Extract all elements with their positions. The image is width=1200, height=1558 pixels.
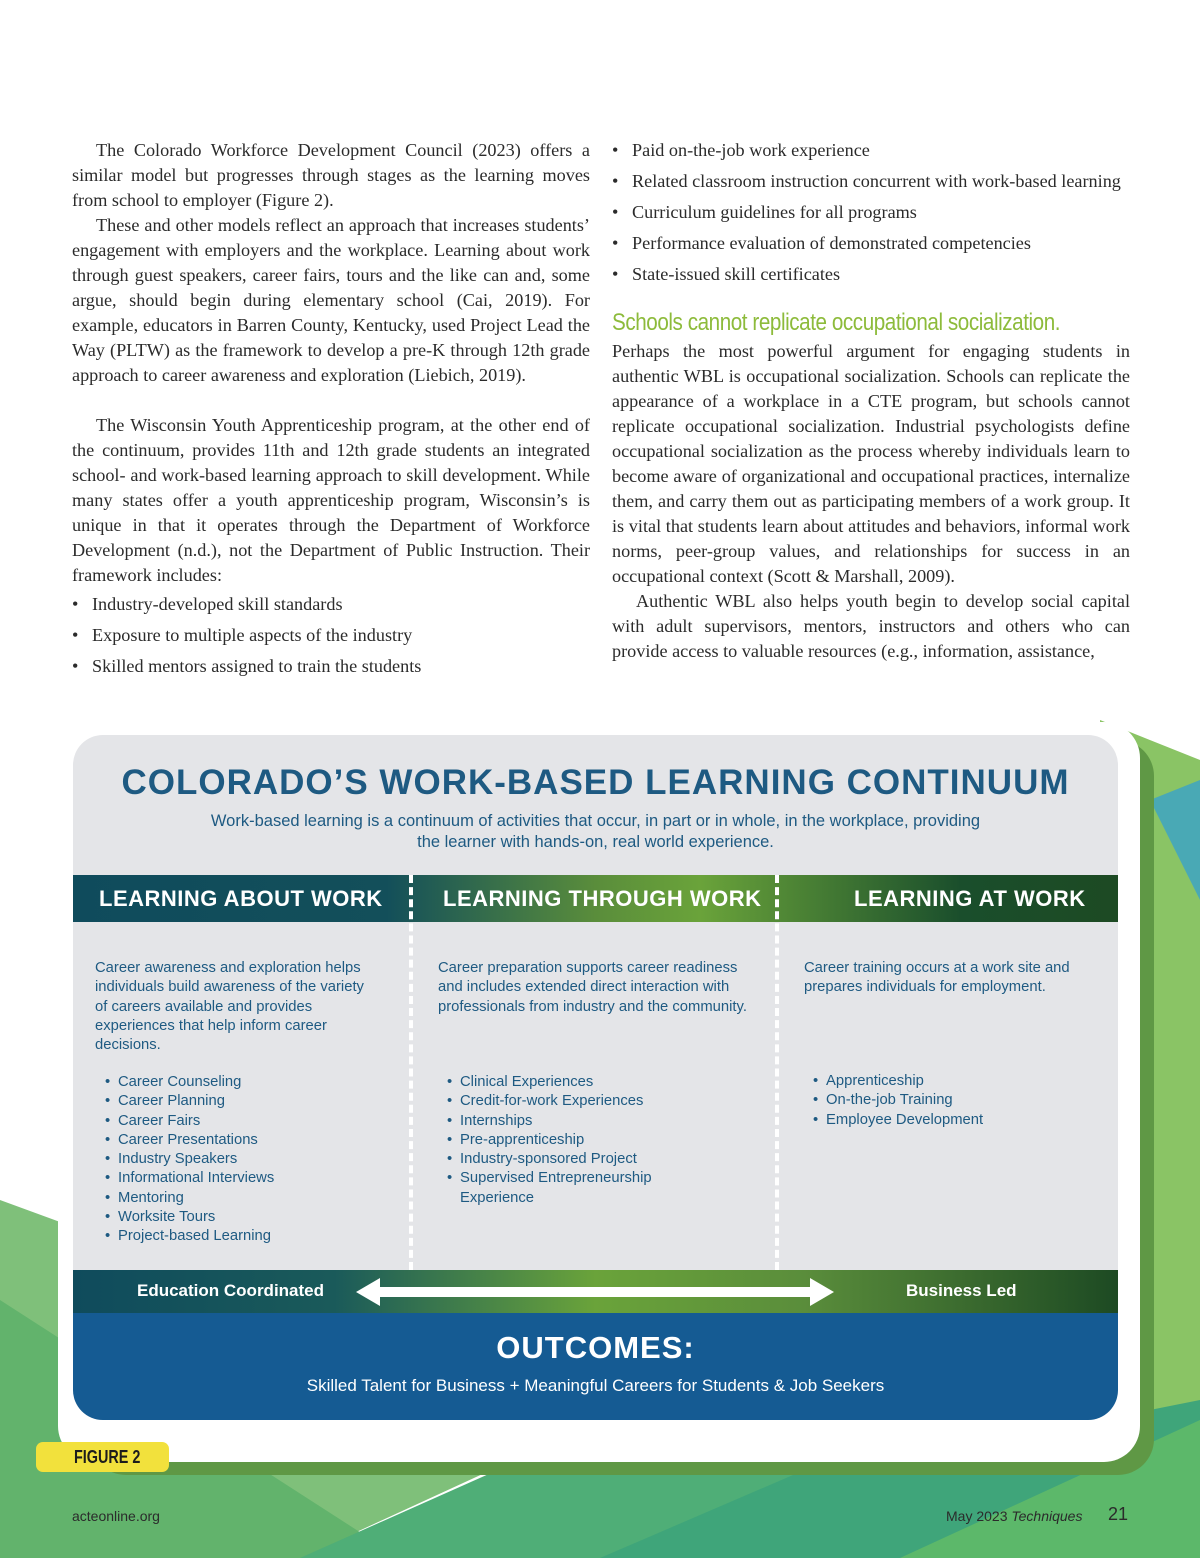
stage-description-at: Career training occurs at a work site and prepares individuals for employment. (804, 960, 1070, 996)
list-item: • Performance evaluation of demonstrated competencies (612, 231, 1130, 256)
stage-items-through (447, 1073, 677, 1208)
figure-title: COLORADO’S WORK-BASED LEARNING CONTINUUM (121, 763, 1070, 802)
stage-description-about: Career awareness and exploration helps individuals build awareness of the variety of careers available and provides experiences that help inform career decisions. (95, 960, 364, 1054)
arrow-label-right: Business Led (906, 1281, 1017, 1300)
list-item: • Worksite Tours (105, 1208, 365, 1227)
list-item: • Industry-developed skill standards (72, 592, 590, 617)
list-item: • On-the-job Training (813, 1091, 1073, 1110)
list-item: • Industry-sponsored Project (447, 1150, 677, 1169)
list-item: • Career Presentations (105, 1131, 365, 1150)
list-item: • Exposure to multiple aspects of the industry (72, 623, 590, 648)
list-item: • Curriculum guidelines for all programs (612, 200, 1130, 225)
outcomes-text: Skilled Talent for Business + Meaningful Careers for Students & Job Seekers (306, 1376, 885, 1395)
figure-subtitle: Work-based learning is a continuum of activities that occur, in part or in whole, in the workplace, providing the learner with hands-on, real world experience. (210, 812, 981, 851)
stage-heading-through: LEARNING THROUGH WORK (443, 886, 762, 911)
stage-heading-at: LEARNING AT WORK (854, 886, 1086, 911)
stage-heading-about: LEARNING ABOUT WORK (99, 886, 383, 911)
figure-tag (36, 1442, 169, 1472)
list-item: • Mentoring (105, 1189, 365, 1208)
paragraph: Authentic WBL also helps youth begin to develop social capital with adult supervisors, mentors, instructors and others who can provide access to valuable resources (e.g., information, assistance, (612, 591, 1130, 661)
section-subheading: Schools cannot replicate occupational socialization. (612, 309, 1061, 336)
paragraph: These and other models reflect an approach that increases students’ engagement with employers and the workplace. Learning about work through guest speakers, career fairs, tours and the like can and, some argue, should begin during elementary school (Cai, 2019). For example, educators in Barren County, Kentucky, used Project Lead the Way (PLTW) as the framework to develop a pre-K through 12th grade approach to career awareness and exploration (Liebich, 2019). (72, 215, 590, 385)
stage-description-through: Career preparation supports career readiness and includes extended direct interaction with professionals from industry and the community. (438, 960, 747, 1015)
stage-divider (409, 875, 413, 1270)
outcomes-band (73, 1313, 1118, 1420)
footer-magazine: Techniques (1011, 1508, 1083, 1524)
list-item: • Project-based Learning (105, 1227, 365, 1246)
framework-list-continued (612, 138, 1130, 287)
continuum-arrow-band (73, 1270, 1118, 1313)
list-item: • Skilled mentors assigned to train the students (72, 654, 590, 679)
list-item: • Career Fairs (105, 1112, 365, 1131)
list-item: • State-issued skill certificates (612, 262, 1130, 287)
framework-list (72, 592, 590, 679)
footer-issue-date: May 2023 (946, 1508, 1008, 1524)
stage-items-about (105, 1073, 365, 1247)
list-item: • Paid on-the-job work experience (612, 138, 1130, 163)
paragraph: The Wisconsin Youth Apprenticeship program, at the other end of the continuum, provides 11th and 12th grade students an integrated school- and work-based learning approach to skill development. While many states offer a youth apprenticeship program, Wisconsin’s is unique in that it operates through the Department of Workforce Development (n.d.), not the Department of Public Instruction. Their framework includes: (72, 415, 590, 585)
figure-2 (73, 735, 1118, 1420)
stage-items-at (813, 1072, 1073, 1130)
stage-header-band (73, 875, 1118, 922)
list-item: • Informational Interviews (105, 1169, 365, 1188)
list-item: • Career Counseling (105, 1073, 365, 1092)
list-item: • Apprenticeship (813, 1072, 1073, 1091)
list-item: • Internships (447, 1112, 677, 1131)
list-item: • Credit-for-work Experiences (447, 1092, 677, 1111)
list-item: • Pre-apprenticeship (447, 1131, 677, 1150)
list-item: • Supervised Entrepreneurship Experience (447, 1169, 677, 1208)
paragraph: Perhaps the most powerful argument for engaging students in authentic WBL is occupational socialization. Schools can replicate the appearance of a workplace in a CTE program, but schools cannot replicate occupational socialization. Industrial psychologists define occupational socialization as the process whereby individuals learn to become aware of organizational and occupational practices, internalize them, and carry them out as participating members of a work group. It is vital that students learn about attitudes and behaviors, informal work norms, peer-group values, and relationships for success in an occupational context (Scott & Marshall, 2009). (612, 341, 1130, 586)
list-item: • Clinical Experiences (447, 1073, 677, 1092)
paragraph: The Colorado Workforce Development Council (2023) offers a similar model but progresses through stages as the learning moves from school to employer (Figure 2). (72, 140, 590, 210)
left-column (72, 138, 590, 685)
footer-issue (946, 1508, 1082, 1524)
stage-divider (775, 875, 779, 1270)
arrow-label-left: Education Coordinated (137, 1281, 324, 1300)
footer-site: acteonline.org (72, 1508, 160, 1524)
figure-tag-label: FIGURE 2 (74, 1447, 141, 1467)
page-number: 21 (1108, 1504, 1129, 1524)
list-item: • Career Planning (105, 1092, 365, 1111)
list-item: • Related classroom instruction concurrent with work-based learning (612, 169, 1130, 194)
outcomes-title: OUTCOMES: (496, 1330, 695, 1365)
right-column (612, 138, 1130, 664)
list-item: • Employee Development (813, 1111, 1073, 1130)
double-arrow-icon (356, 1278, 834, 1306)
list-item: • Industry Speakers (105, 1150, 365, 1169)
